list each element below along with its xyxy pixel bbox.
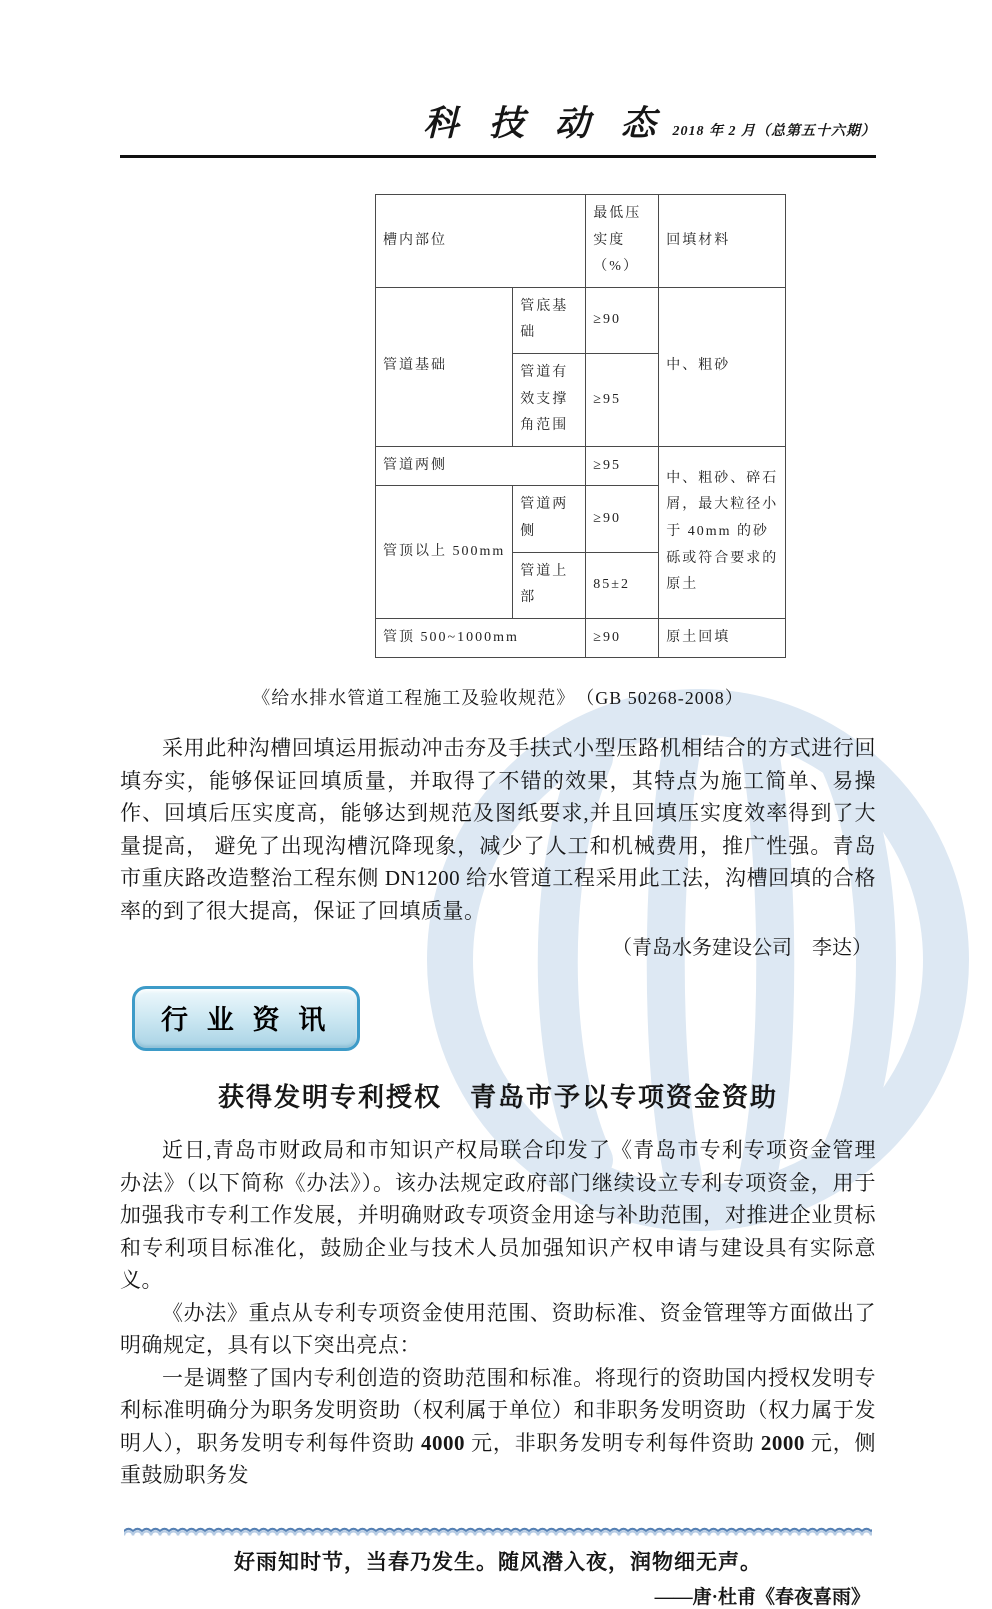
compaction-spec-table — [375, 194, 786, 658]
cell-above-crown: 管顶以上 500mm — [376, 486, 513, 618]
cell-pipe-foundation: 管道基础 — [376, 287, 513, 446]
document-page — [120, 0, 876, 1609]
para3-text: 元，非职务发明专利每件资助 — [465, 1430, 761, 1455]
subsidy-amount-service-invention: 4000 — [421, 1430, 466, 1455]
cell-support-range: 管道有效支撑角范围 — [513, 353, 586, 446]
article2-paragraph-3 — [120, 1362, 876, 1492]
article1-paragraph: 采用此种沟槽回填运用振动冲击夯及手扶式小型压路机相结合的方式进行回填夯实，能够保证回填质量，并取得了不错的效果，其特点为施工简单、易操作、回填后压实度高，能够达到规范及图纸要求,并且回填压实度效率得到了大量提高， 避免了出现沟槽沉降现象，减少了人工和机械费用，推广性强。青岛市重庆路改造整治工程东侧 DN1200 给水管道工程采用此工法，沟槽回填的合格率的到了很大提高，保证了回填质量。 — [120, 736, 876, 923]
cell-bottom-foundation: 管底基础 — [513, 287, 586, 353]
cell-native-soil: 原土回填 — [659, 618, 786, 658]
page-footer — [120, 1524, 876, 1609]
table-caption: 《给水排水管道工程施工及验收规范》 （GB 50268-2008） — [252, 688, 744, 709]
cell-upper-part: 管道上部 — [513, 552, 586, 618]
table-row — [376, 618, 786, 658]
header-rule — [120, 155, 876, 158]
article2-paragraph-1: 近日,青岛市财政局和市知识产权局联合印发了《青岛市专利专项资金管理办法》（以下简称《办法》）。该办法规定政府部门继续设立专利专项资金，用于加强我市专利工作发展，并明确财政专项资金用途与补助范围，对推进企业贯标和专利项目标准化，鼓励企业与技术人员加强知识产权申请与建设具有实际意义。 — [120, 1138, 876, 1293]
para3-text: 元，侧重鼓励职务发 — [120, 1430, 877, 1488]
magazine-issue: 2018 年 2 月（总第五十六期） — [672, 124, 876, 139]
cell-bottom-value: ≥90 — [586, 287, 659, 353]
section-badge-industry-news: 行 业 资 讯 — [132, 986, 360, 1051]
header-cell-compaction: 最低压实度（%） — [586, 195, 659, 288]
article2-paragraph-2: 《办法》重点从专利专项资金使用范围、资助标准、资金管理等方面做出了明确规定，具有以下突出亮点： — [120, 1300, 876, 1358]
cell-upper-value: 85±2 — [586, 552, 659, 618]
cell-pipe-sides-value: ≥95 — [586, 446, 659, 486]
wave-divider — [124, 1524, 872, 1538]
cell-crown-range: 管顶 500~1000mm — [376, 618, 586, 658]
table-row — [376, 446, 786, 486]
footer-attribution: ——唐·杜甫《春夜喜雨》 — [654, 1586, 870, 1608]
footer-quote: 好雨知时节，当春乃发生。随风潜入夜，润物细无声。 — [234, 1549, 762, 1574]
header-cell-material: 回填材料 — [659, 195, 786, 288]
table-row — [376, 287, 786, 353]
cell-sides-sub-value: ≥90 — [586, 486, 659, 552]
magazine-title: 科 技 动 态 — [423, 104, 667, 143]
cell-sides-sub: 管道两侧 — [513, 486, 586, 552]
cell-mixed-material: 中、粗砂、碎石屑，最大粒径小于 40mm 的砂砾或符合要求的原土 — [659, 446, 786, 618]
cell-sand: 中、粗砂 — [659, 287, 786, 446]
header-cell-part: 槽内部位 — [376, 195, 586, 288]
table-row — [376, 195, 786, 288]
cell-support-value: ≥95 — [586, 353, 659, 446]
para3-text: 一是调整了国内专利创造的资助范围和标准。将现行的资助国内授权发明专利标准明确分为职务发明资助（权利属于单位）和非职务发明资助（权力属于发明人），职务发明专利每件资助 — [120, 1365, 876, 1455]
article2-title: 获得发明专利授权 青岛市予以专项资金资助 — [217, 1083, 778, 1113]
masthead — [120, 0, 876, 146]
cell-crown-value: ≥90 — [586, 618, 659, 658]
cell-pipe-sides: 管道两侧 — [376, 446, 586, 486]
article1-byline: （青岛水务建设公司 李达） — [612, 937, 872, 960]
subsidy-amount-nonservice-invention: 2000 — [760, 1430, 805, 1455]
